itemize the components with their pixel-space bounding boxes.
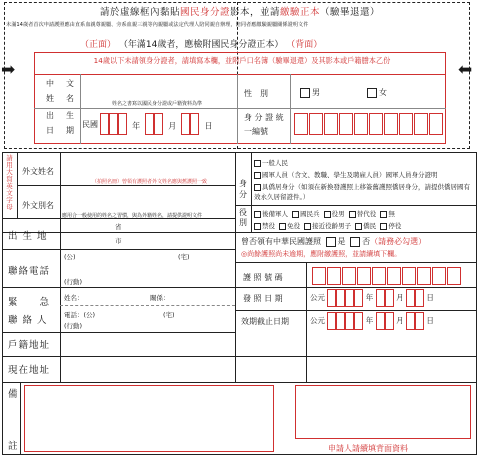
- passport-no-option[interactable]: 否: [348, 237, 370, 246]
- month-unit: 月: [396, 316, 404, 325]
- digit-box[interactable]: [312, 267, 326, 285]
- chinese-name-label: 中 文 姓 名: [46, 79, 74, 103]
- year-digit-box[interactable]: [100, 113, 109, 135]
- emergency-inner-divider: [60, 305, 235, 306]
- household-address-label: 戶籍地址: [8, 340, 51, 351]
- digit-box[interactable]: [385, 312, 394, 330]
- digit-box[interactable]: [327, 267, 341, 285]
- passport-number-label: 護 照 號 碼: [243, 273, 283, 282]
- remarks-label-divider: [20, 382, 21, 455]
- day-unit: 日: [426, 293, 434, 302]
- service-option[interactable]: 無: [380, 210, 395, 218]
- back-page-box: [295, 385, 471, 439]
- digit-box[interactable]: [376, 312, 385, 330]
- emergency-contact-label: 緊 急 聯 絡 人: [8, 297, 51, 326]
- checkbox[interactable]: [254, 172, 261, 179]
- checkbox[interactable]: [254, 184, 261, 191]
- row-divider: [235, 310, 477, 311]
- foreign-given-hint: 應用合一般使用的姓名之習慣，與為外籍姓名，請提供證明文件: [62, 213, 203, 219]
- id-number-label: 身 分 證 統一編號: [244, 113, 284, 136]
- day-unit: 日: [204, 121, 213, 131]
- digit-box[interactable]: [336, 289, 345, 307]
- digit-box[interactable]: [447, 267, 461, 285]
- phone-mobile[interactable]: (行動): [64, 278, 83, 286]
- digit-box[interactable]: [432, 267, 446, 285]
- id-digit-box[interactable]: [354, 113, 368, 135]
- emergency-phone-mobile[interactable]: (行動): [64, 322, 83, 330]
- id-digit-box[interactable]: [414, 113, 428, 135]
- birth-date-boxes[interactable]: [100, 113, 212, 135]
- year-unit: 年: [365, 316, 374, 325]
- checkbox[interactable]: [300, 88, 310, 98]
- back-page-note: 申請人請續填背面資料: [328, 444, 408, 453]
- service-option[interactable]: 僑民: [355, 222, 376, 230]
- digit-box[interactable]: [372, 267, 386, 285]
- passport-number-boxes[interactable]: [312, 265, 461, 285]
- gender-male-option[interactable]: 男: [298, 87, 320, 98]
- year-unit: 年: [132, 121, 141, 131]
- id-digit-box[interactable]: [309, 113, 323, 135]
- year-digit-box[interactable]: [118, 113, 127, 135]
- service-option[interactable]: 替代役: [349, 210, 377, 218]
- row-divider: [2, 332, 235, 333]
- service-option[interactable]: 禁役: [254, 222, 275, 230]
- digit-box[interactable]: [406, 312, 415, 330]
- household-address-field[interactable]: [62, 334, 475, 354]
- service-row2: [254, 221, 401, 230]
- id-number-boxes[interactable]: [294, 113, 443, 135]
- id-digit-box[interactable]: [324, 113, 338, 135]
- service-option[interactable]: 免役: [279, 222, 300, 230]
- foreign-right-divider: [235, 152, 236, 232]
- digit-box[interactable]: [345, 312, 354, 330]
- month-unit: 月: [396, 293, 404, 302]
- id-digit-box[interactable]: [384, 113, 398, 135]
- uppercase-note: 請用大寫英文字母: [6, 154, 13, 211]
- digit-box[interactable]: [354, 289, 363, 307]
- digit-box[interactable]: [415, 289, 424, 307]
- digit-box[interactable]: [385, 289, 394, 307]
- header-line2: 未滿14歲者首次申請護照應由直系血親尊親屬、旁系血親三親等內親屬或法定代理人陪同親自辦理，陪同者應繳驗親屬關係證明文件: [6, 22, 309, 28]
- birthplace-field[interactable]: [62, 220, 234, 248]
- month-digit-box[interactable]: [145, 113, 154, 135]
- service-option[interactable]: 接近役齡男子: [304, 222, 351, 230]
- notice-divider: [34, 74, 446, 75]
- expiry-date-label: 效期截止日期: [241, 317, 289, 326]
- arrow-left-icon: ⬅: [458, 60, 473, 80]
- birthplace-city: 市: [115, 237, 122, 245]
- row-divider: [235, 262, 477, 263]
- current-address-field[interactable]: [62, 358, 475, 380]
- row-divider: [2, 218, 235, 219]
- checkbox[interactable]: [254, 160, 261, 167]
- status-option-general[interactable]: 一般人民: [254, 158, 288, 167]
- id-digit-box[interactable]: [294, 113, 308, 135]
- checkbox[interactable]: [367, 88, 377, 98]
- digit-box[interactable]: [354, 312, 363, 330]
- digit-box[interactable]: [406, 289, 415, 307]
- service-row1: [254, 209, 395, 218]
- name-birth-divider: [34, 108, 446, 109]
- remarks-label: 備 註: [8, 389, 19, 452]
- emergency-name[interactable]: 姓名：: [64, 294, 84, 302]
- name-hint: 姓名之書寫以國民身分證或戶籍資料為準: [112, 101, 203, 107]
- status-label: 身分: [239, 179, 247, 199]
- birth-date-label: 出 生 日 期: [46, 111, 74, 135]
- emergency-phone-public[interactable]: 電話：(公): [64, 311, 96, 319]
- gender-label: 性 別: [244, 89, 268, 98]
- foreign-surname-hint: （拍照名冊）曾領有護照者外文姓名應與舊護照一致: [92, 179, 208, 185]
- row-divider: [2, 287, 235, 288]
- under14-notice: 14歲以下未請領身分證者，請填寫本欄，並附戶口名簿（驗畢退還）及其影本或戶籍謄本乙份: [93, 56, 391, 65]
- birthplace-province: 省: [115, 223, 122, 231]
- row-divider: [2, 382, 477, 383]
- expiry-date-boxes[interactable]: [310, 312, 434, 330]
- emergency-relation[interactable]: 關係：: [150, 294, 170, 302]
- status-option-military[interactable]: 國軍人員（含文、教職、學生及聘雇人員）國軍人員身分證明: [254, 170, 438, 179]
- status-label-divider: [251, 152, 252, 232]
- service-label: 役別: [239, 208, 247, 227]
- digit-box[interactable]: [327, 312, 336, 330]
- passport-yes-option[interactable]: 是: [324, 237, 346, 246]
- issue-date-boxes[interactable]: [310, 289, 434, 307]
- foreign-row-divider: [17, 185, 235, 186]
- day-unit: 日: [426, 316, 434, 325]
- year-unit: 年: [365, 293, 374, 302]
- service-option[interactable]: 國民兵: [292, 210, 320, 218]
- gender-divider: [237, 74, 238, 144]
- digit-box[interactable]: [415, 312, 424, 330]
- passport-question: 曾否領有中華民國護照 是 否（請務必勾選）: [241, 237, 427, 246]
- service-option[interactable]: 役男: [324, 210, 345, 218]
- birth-era: 民國: [82, 120, 98, 129]
- label-column-divider: [60, 218, 61, 382]
- gender-label-divider: [290, 74, 291, 144]
- issue-date-label: 發 照 日 期: [243, 294, 283, 303]
- digit-box[interactable]: [387, 267, 401, 285]
- service-option[interactable]: 後備軍人: [254, 210, 288, 218]
- passport-valid-note: ◎尚餘護照尚未逾期，應附繳護照，並請續填下欄。: [241, 250, 402, 258]
- id-digit-box[interactable]: [429, 113, 443, 135]
- day-digit-box[interactable]: [181, 113, 190, 135]
- status-option-overseas[interactable]: 具僑居身分（如須在新換發護照上移簽舊護照僑居身分，請提供僑居國有效永久居留證件。）: [254, 183, 470, 201]
- phone-public[interactable]: (公): [64, 253, 76, 261]
- digit-box[interactable]: [327, 289, 336, 307]
- current-address-label: 現在地址: [8, 365, 51, 376]
- digit-box[interactable]: [342, 267, 356, 285]
- header-line3: （正面） （年滿14歲者，應檢附國民身分證正本） （背面）: [80, 40, 323, 50]
- digit-box[interactable]: [357, 267, 371, 285]
- gender-female-option[interactable]: 女: [365, 87, 387, 98]
- digit-box[interactable]: [345, 289, 354, 307]
- status-service-divider: [235, 205, 477, 206]
- id-digit-box[interactable]: [339, 113, 353, 135]
- digit-box[interactable]: [376, 289, 385, 307]
- foreign-surname-label: 外文姓名: [22, 167, 54, 176]
- month-unit: 月: [168, 121, 177, 131]
- id-digit-box[interactable]: [399, 113, 413, 135]
- phone-label: 聯絡電話: [8, 266, 51, 277]
- emergency-phone-home[interactable]: (宅): [163, 311, 175, 319]
- digit-box[interactable]: [417, 267, 431, 285]
- birthplace-label: 出 生 地: [8, 231, 48, 242]
- row-divider: [2, 356, 477, 357]
- service-option[interactable]: 停役: [380, 222, 401, 230]
- id-digit-box[interactable]: [369, 113, 383, 135]
- day-digit-box[interactable]: [190, 113, 199, 135]
- month-digit-box[interactable]: [154, 113, 163, 135]
- ad-prefix: 公元: [310, 293, 325, 302]
- foreign-given-label: 外文別名: [22, 201, 54, 210]
- header-line1: 請於虛線框內黏貼國民身分證影本，並請繳驗正本（驗畢退還）: [99, 7, 381, 18]
- digit-box[interactable]: [402, 267, 416, 285]
- ad-prefix: 公元: [310, 316, 325, 325]
- arrow-right-icon: ➡: [1, 60, 16, 80]
- row-divider: [235, 287, 477, 288]
- year-digit-box[interactable]: [109, 113, 118, 135]
- row-divider: [2, 249, 235, 250]
- digit-box[interactable]: [336, 312, 345, 330]
- phone-home[interactable]: (宅): [178, 253, 190, 261]
- remarks-field[interactable]: [24, 385, 274, 452]
- name-row-divider: [80, 74, 81, 144]
